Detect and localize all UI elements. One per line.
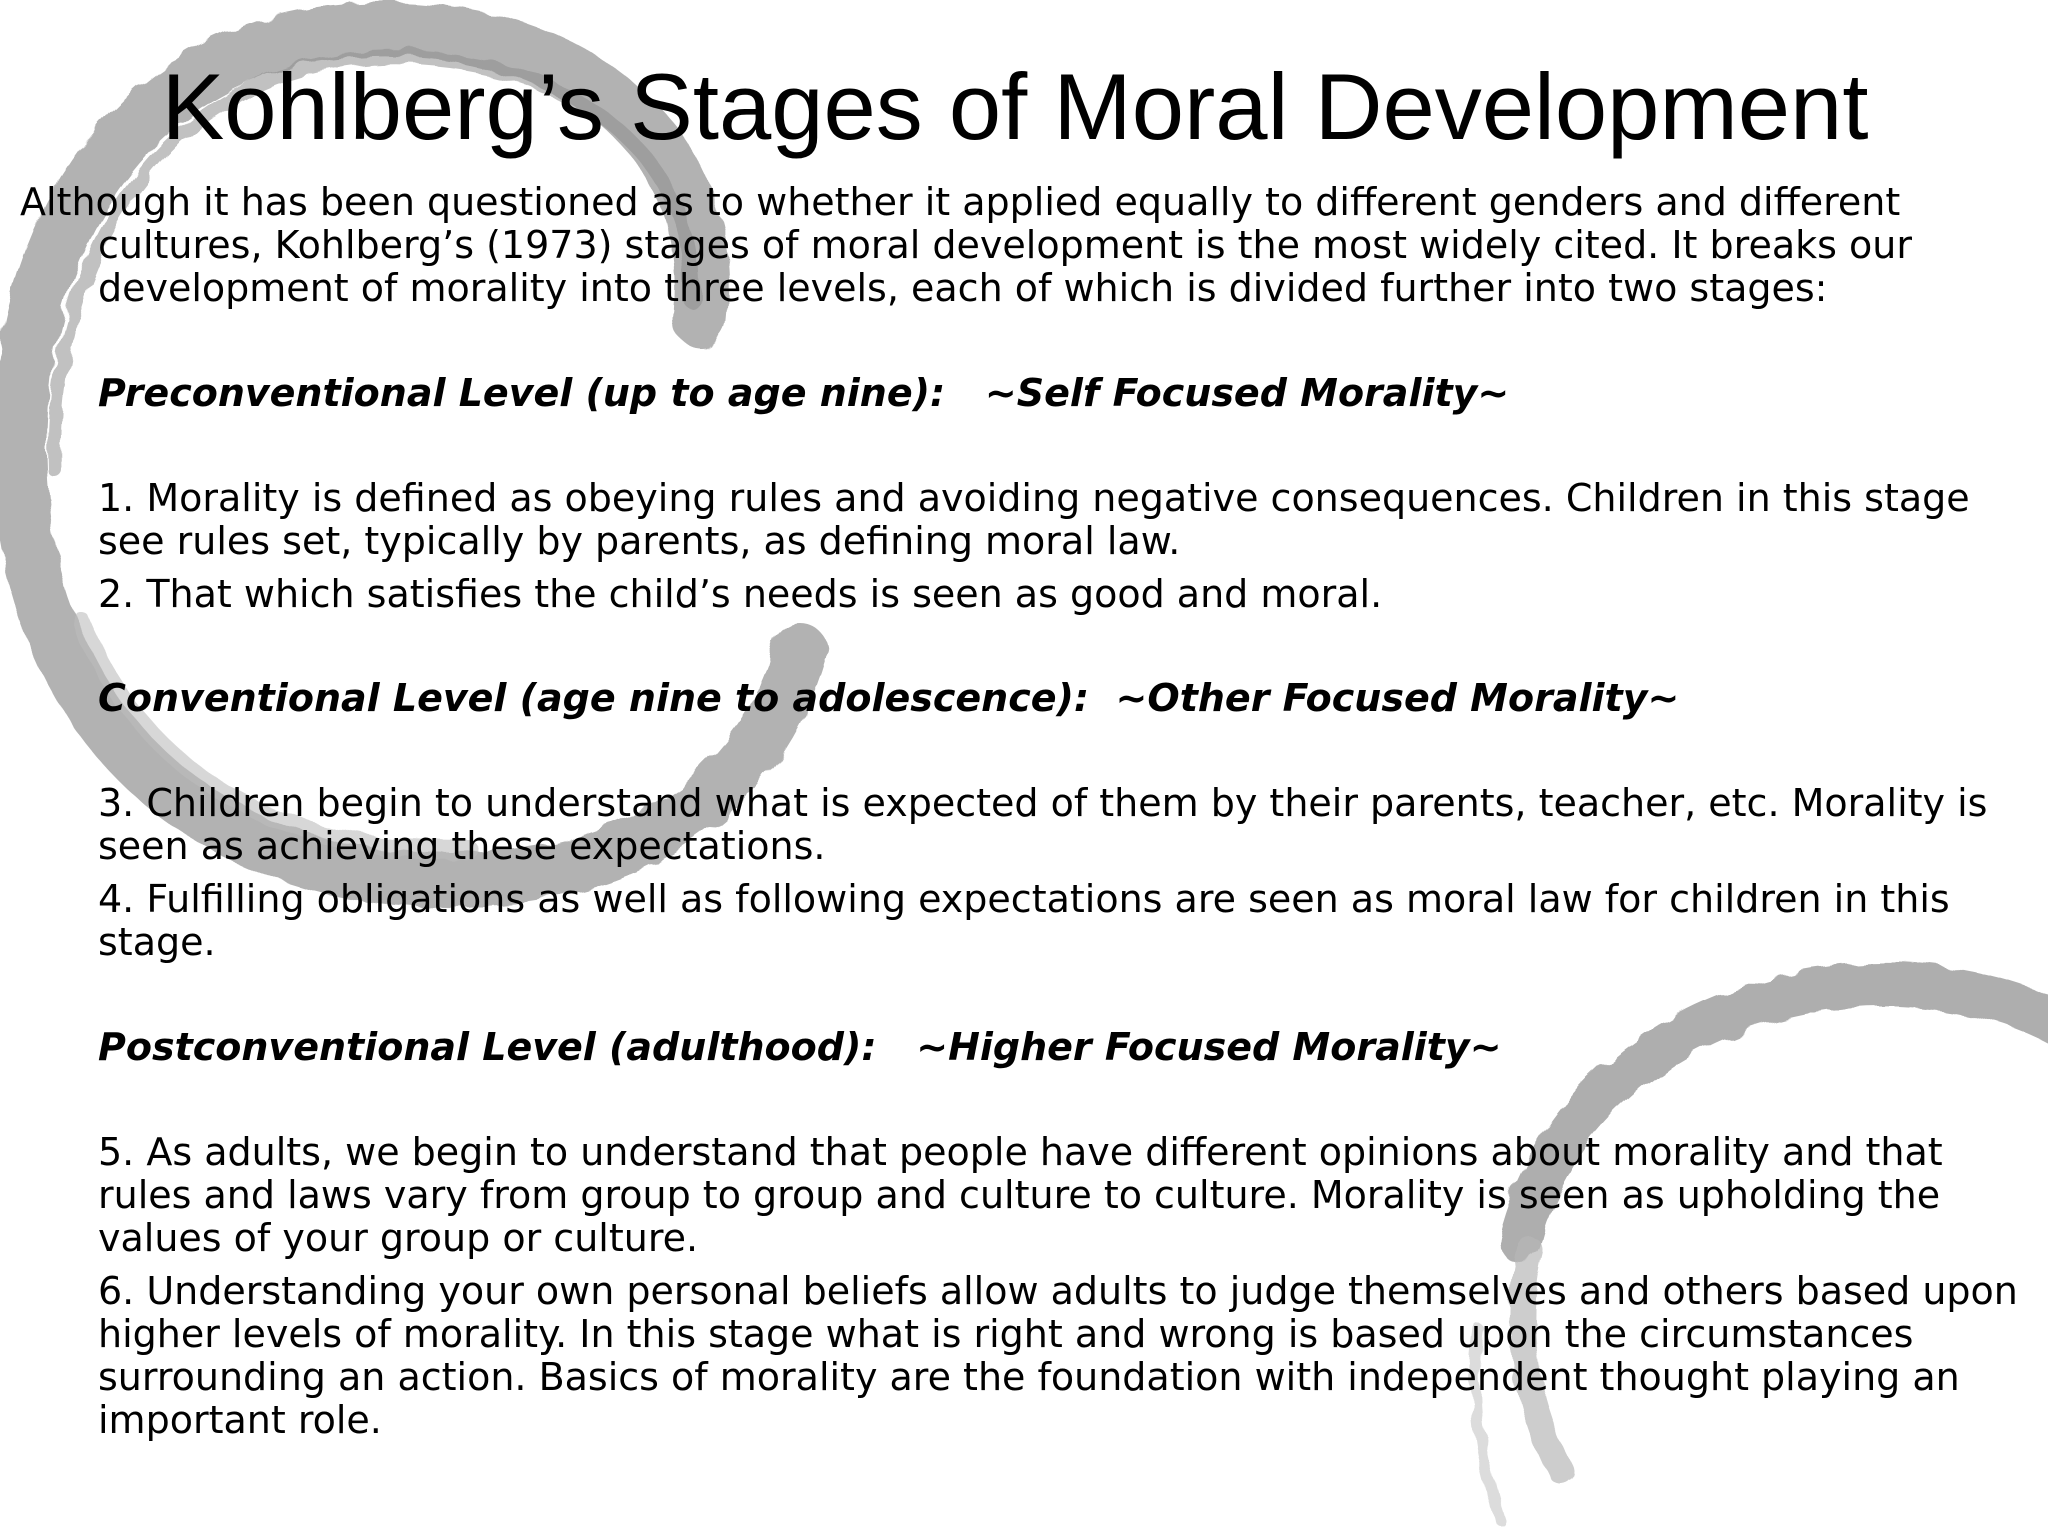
- stage-1-text: 1. Morality is defined as obeying rules and avoiding negative consequences. Children in this stage see rules set, typically by parents, as defining moral law.: [98, 476, 1970, 563]
- stage-4-text: 4. Fulfilling obligations as well as following expectations are seen as moral law for children in this stage.: [98, 877, 1950, 964]
- stage-2-text: 2. That which satisfies the child’s needs is seen as good and moral.: [98, 572, 1383, 616]
- level-heading-postconventional: Postconventional Level (adulthood): ~Higher Focused Morality~: [98, 1025, 1502, 1069]
- intro-paragraph: Although it has been questioned as to whether it applied equally to different genders and different cultures, Kohlberg’s (1973) stages of moral development is the most widely cited. It breaks our development of morality into three levels, each of which is divided further into two stages:: [20, 180, 1912, 310]
- level-heading-conventional: Conventional Level (age nine to adolescence): ~Other Focused Morality~: [98, 676, 1680, 720]
- stage-3-text: 3. Children begin to understand what is expected of them by their parents, teacher, etc. Morality is seen as achieving these expectations.: [98, 781, 1988, 868]
- stage-5-text: 5. As adults, we begin to understand that people have different opinions about morality and that rules and laws vary from group to group and culture to culture. Morality is seen as upholding the values of your group or culture.: [98, 1130, 1943, 1260]
- level-heading-preconventional: Preconventional Level (up to age nine): ~Self Focused Morality~: [98, 371, 1510, 415]
- slide-title: Kohlberg’s Stages of Moral Development: [161, 54, 1869, 159]
- stage-6-text: 6. Understanding your own personal beliefs allow adults to judge themselves and others based upon higher levels of morality. In this stage what is right and wrong is based upon the circumstances surrounding an action. Basics of morality are the foundation with independent thought playing an important role.: [98, 1269, 2018, 1442]
